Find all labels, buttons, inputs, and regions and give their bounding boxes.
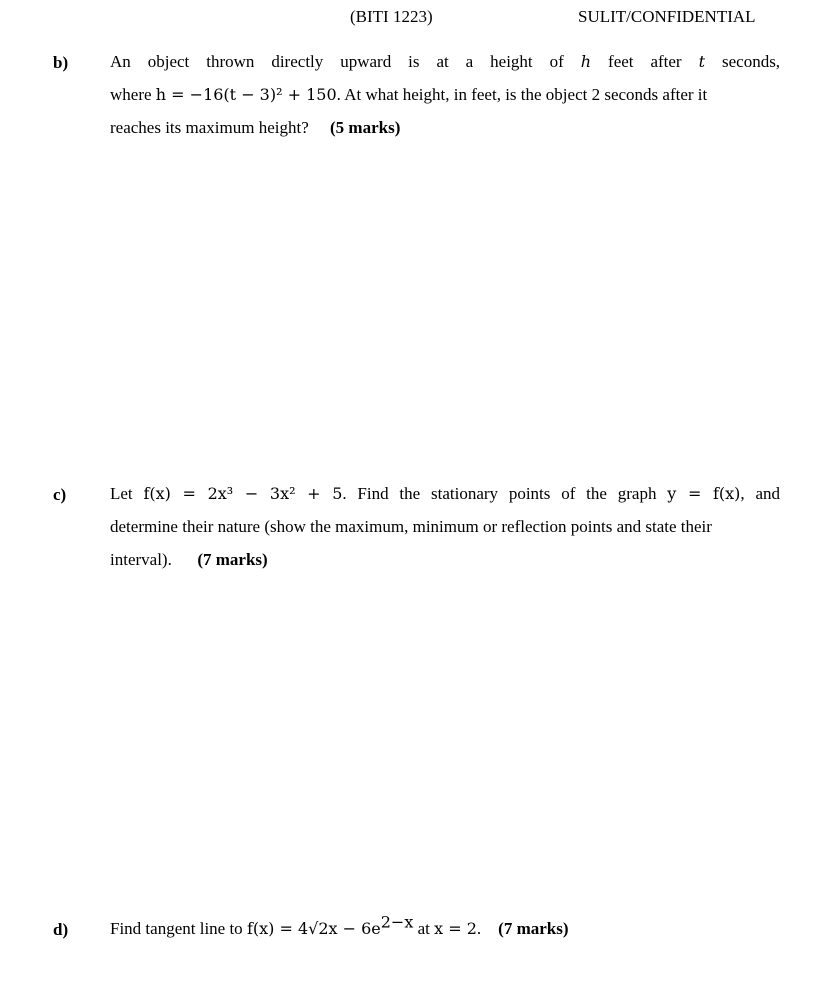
q-b-l3-text: reaches its maximum height? [110, 118, 309, 137]
q-c-l1-post: , and [740, 484, 780, 503]
q-b-var-h: h [580, 52, 592, 71]
question-d-text [110, 912, 780, 945]
q-b-marks: (5 marks) [330, 118, 401, 137]
q-b-l1-post: seconds, [721, 52, 780, 71]
question-d-label: d) [53, 920, 69, 939]
q-b-l1-pre: An object thrown directly upward is at a height of [110, 52, 564, 71]
question-b-text [110, 45, 780, 144]
q-d-l1-mid: at [417, 919, 430, 938]
q-b-var-t: t [698, 52, 706, 71]
question-b-line-1 [110, 45, 780, 78]
q-b-l2-post: . At what height, in feet, is the object 2 seconds after it [336, 85, 708, 104]
q-b-l1-mid: feet after [608, 52, 682, 71]
question-b-label: b) [53, 53, 69, 72]
header-classification: SULIT/CONFIDENTIAL [578, 7, 756, 26]
question-c-line-1 [110, 477, 780, 510]
q-c-l3-text: interval). [110, 550, 172, 569]
q-c-graph-eq: y = f(x) [667, 484, 741, 503]
q-c-l1-mid: . Find the stationary points of the graph [342, 484, 657, 503]
q-c-function-def: f(x) = 2x³ − 3x² + 5 [143, 484, 343, 503]
q-d-exponent: 2−x [380, 912, 414, 932]
q-d-marks: (7 marks) [498, 919, 569, 938]
q-c-marks: (7 marks) [197, 550, 268, 569]
question-b-line-2 [110, 78, 780, 111]
q-c-l1-pre: Let [110, 484, 133, 503]
question-c-label: c) [53, 485, 67, 504]
q-b-height-equation: h = −16(t − 3)² + 150 [155, 85, 337, 104]
question-c-text [110, 477, 780, 576]
question-d-line-1 [110, 912, 780, 945]
q-d-l1-pre: Find tangent line to [110, 919, 243, 938]
q-c-l2-text: determine their nature (show the maximum, minimum or reflection points and state their [110, 517, 712, 536]
q-d-point: x = 2 [434, 919, 477, 938]
q-d-l1-post: . [476, 919, 482, 938]
question-c-line-3 [110, 543, 780, 576]
q-d-function-def: f(x) = 4√2x − 6e [246, 919, 381, 938]
q-b-l2-pre: where [110, 85, 152, 104]
question-c-line-2 [110, 510, 780, 543]
header-course-code: (BITI 1223) [350, 7, 433, 26]
question-b-line-3 [110, 111, 780, 144]
